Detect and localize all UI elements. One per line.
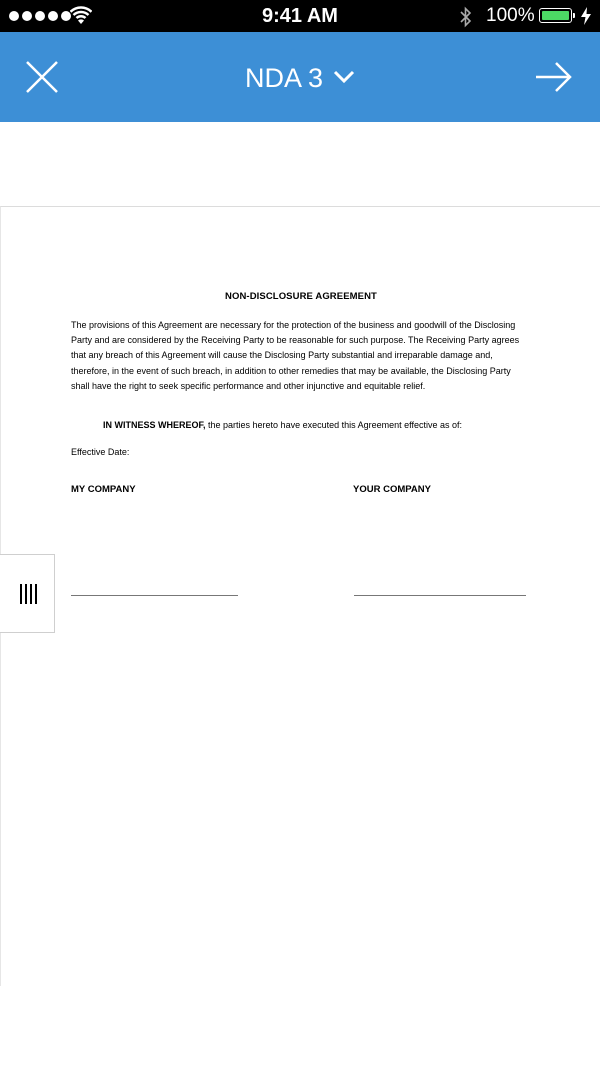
party-left-name: MY COMPANY bbox=[71, 484, 136, 495]
barcode-handle-icon bbox=[20, 584, 37, 604]
status-bar bbox=[0, 0, 600, 32]
charging-bolt-icon bbox=[580, 7, 592, 25]
navigation-bar bbox=[0, 32, 600, 122]
signature-line-left[interactable] bbox=[71, 595, 238, 596]
nav-title: NDA 3 bbox=[244, 63, 324, 94]
party-right-name: YOUR COMPANY bbox=[353, 484, 431, 495]
document-title-dropdown[interactable] bbox=[0, 62, 600, 94]
chevron-down-icon bbox=[333, 70, 355, 84]
document-page bbox=[0, 206, 600, 986]
document-heading: NON-DISCLOSURE AGREEMENT bbox=[225, 291, 377, 302]
witness-text: the parties hereto have executed this Agreement effective as of: bbox=[205, 420, 463, 430]
effective-date-label: Effective Date: bbox=[71, 447, 130, 457]
witness-clause bbox=[103, 420, 462, 430]
arrow-right-icon[interactable] bbox=[534, 59, 574, 95]
side-panel-handle[interactable] bbox=[0, 554, 55, 633]
signature-line-right[interactable] bbox=[354, 595, 526, 596]
status-time: 9:41 AM bbox=[262, 5, 338, 27]
battery-percent: 100% bbox=[486, 5, 535, 26]
bluetooth-icon bbox=[459, 6, 473, 28]
bottom-area bbox=[0, 986, 600, 1067]
agreement-paragraph: The provisions of this Agreement are necessary for the protection of the business and goodwill of the Disclosing Party and are considered by the Receiving Party to be reasonable for such purpose. The Receiving Party agrees that any breach of this Agreement will cause the Disclosing Party substantial and irreparable damage and, therefore, in the event of such breach, in addition to other remedies that may be available, the Disclosing Party shall have the right to seek specific performance and other injunctive and equitable relief. bbox=[71, 320, 520, 391]
witness-bold-text: IN WITNESS WHEREOF, bbox=[103, 420, 206, 430]
battery-icon bbox=[539, 8, 572, 23]
